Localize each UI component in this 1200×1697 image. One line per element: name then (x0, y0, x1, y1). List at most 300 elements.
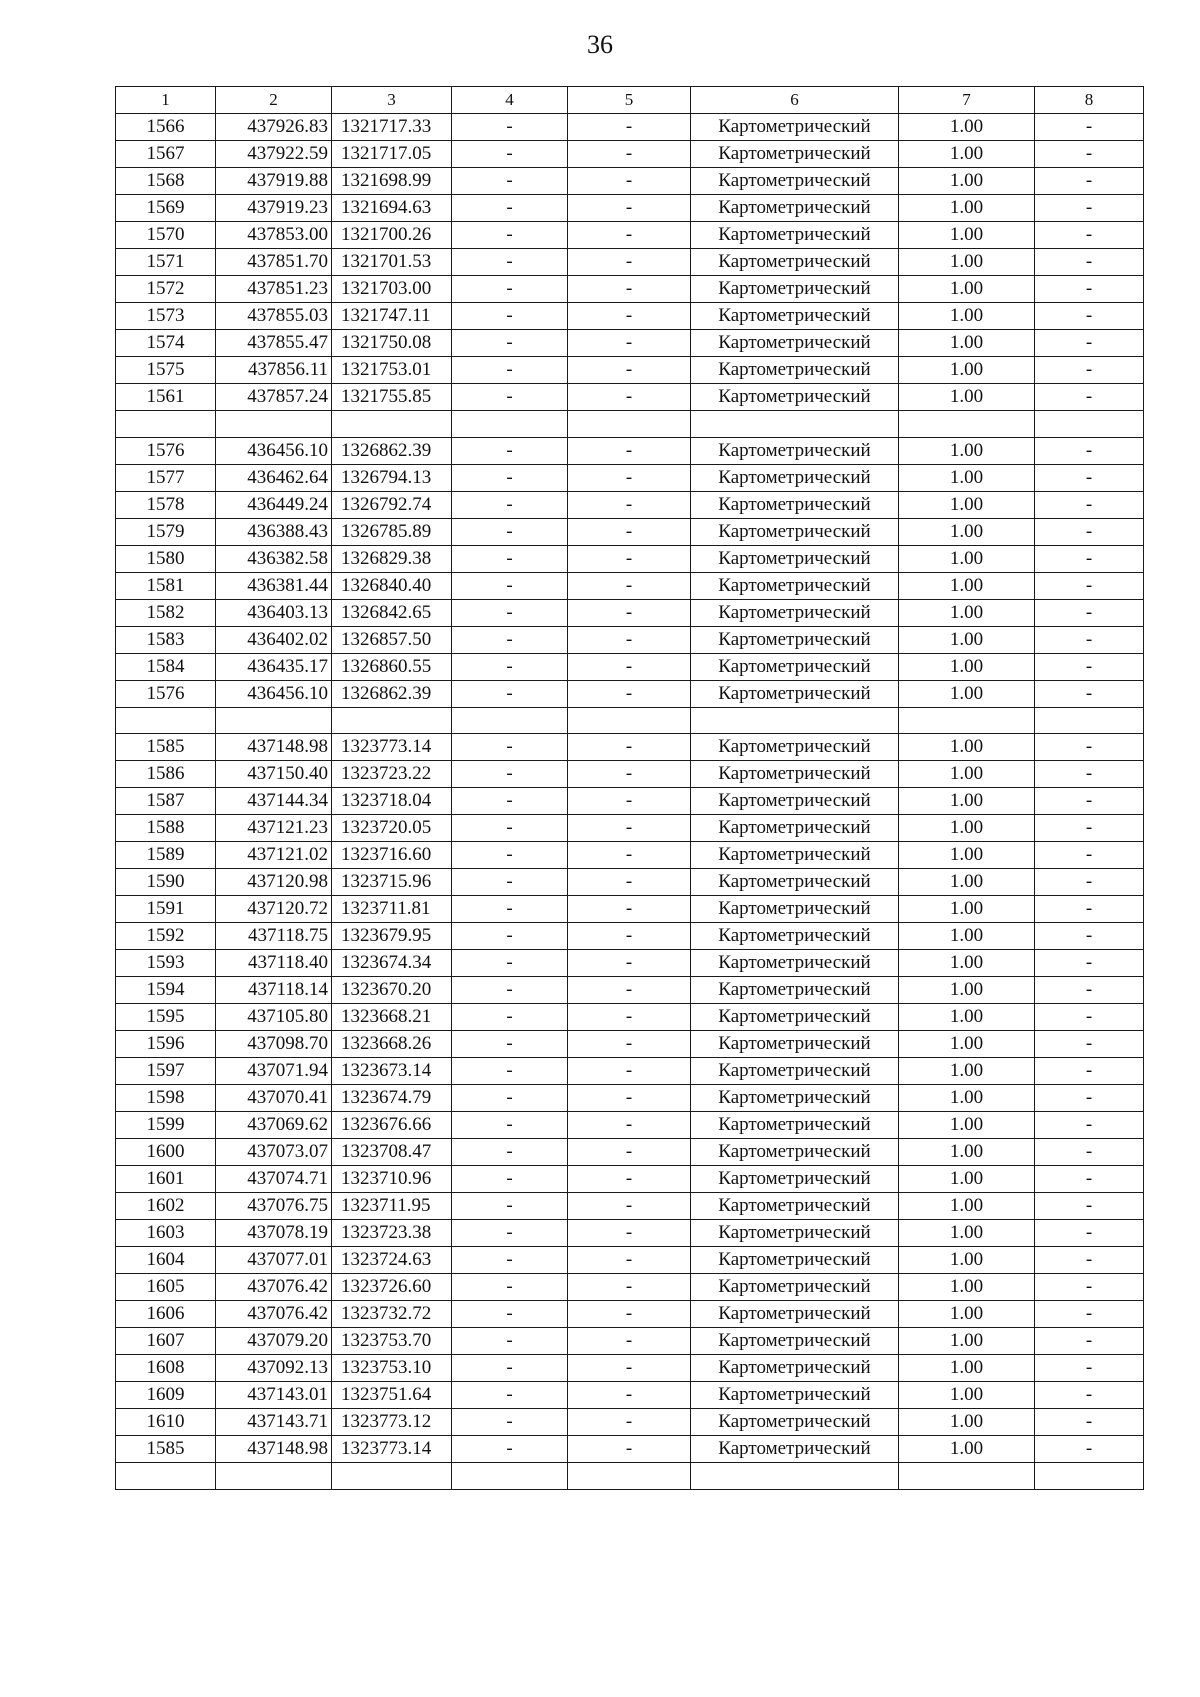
column-5-cell: - (568, 869, 691, 896)
accuracy-cell (899, 411, 1035, 438)
x-coordinate-cell (216, 411, 332, 438)
accuracy-cell: 1.00 (899, 815, 1035, 842)
accuracy-cell: 1.00 (899, 1139, 1035, 1166)
table-row (116, 1409, 1144, 1436)
method-cell: Картометрический (691, 950, 899, 977)
y-coordinate-cell: 1326862.39 (332, 437, 452, 464)
point-number-cell: 1578 (116, 491, 216, 518)
column-8-cell: - (1035, 842, 1144, 869)
column-5-cell: - (568, 464, 691, 491)
column-5-cell: - (568, 1058, 691, 1085)
y-coordinate-cell: 1323773.14 (332, 734, 452, 761)
point-number-cell: 1566 (116, 114, 216, 141)
point-number-cell: 1610 (116, 1409, 216, 1436)
table-row (116, 357, 1144, 384)
method-cell: Картометрический (691, 1436, 899, 1463)
table-row (116, 195, 1144, 222)
x-coordinate-cell (216, 1463, 332, 1490)
accuracy-cell: 1.00 (899, 761, 1035, 788)
column-5-cell: - (568, 761, 691, 788)
table-row (116, 330, 1144, 357)
accuracy-cell: 1.00 (899, 114, 1035, 141)
table-row (116, 572, 1144, 599)
accuracy-cell: 1.00 (899, 788, 1035, 815)
column-5-cell: - (568, 1166, 691, 1193)
accuracy-cell (899, 1463, 1035, 1490)
method-cell: Картометрический (691, 626, 899, 653)
column-8-cell: - (1035, 869, 1144, 896)
column-4-cell: - (452, 761, 568, 788)
method-cell: Картометрический (691, 896, 899, 923)
method-cell: Картометрический (691, 815, 899, 842)
accuracy-cell: 1.00 (899, 1220, 1035, 1247)
y-coordinate-cell: 1323723.38 (332, 1220, 452, 1247)
point-number-cell: 1581 (116, 572, 216, 599)
column-5-cell: - (568, 168, 691, 195)
column-8-cell: - (1035, 249, 1144, 276)
x-coordinate-cell: 437856.11 (216, 357, 332, 384)
y-coordinate-cell (332, 411, 452, 438)
column-4-cell: - (452, 1436, 568, 1463)
column-8-cell: - (1035, 734, 1144, 761)
point-number-cell: 1584 (116, 653, 216, 680)
column-8-cell: - (1035, 437, 1144, 464)
table-row (116, 653, 1144, 680)
column-8-cell: - (1035, 896, 1144, 923)
accuracy-cell: 1.00 (899, 950, 1035, 977)
method-cell: Картометрический (691, 1220, 899, 1247)
column-8-cell: - (1035, 923, 1144, 950)
y-coordinate-cell: 1323716.60 (332, 842, 452, 869)
point-number-cell: 1576 (116, 680, 216, 707)
column-4-cell: - (452, 1166, 568, 1193)
point-number-cell: 1594 (116, 977, 216, 1004)
point-number-cell: 1598 (116, 1085, 216, 1112)
column-5-cell: - (568, 141, 691, 168)
method-cell (691, 707, 899, 734)
column-4-cell: - (452, 1409, 568, 1436)
method-cell: Картометрический (691, 545, 899, 572)
column-4-cell: - (452, 1301, 568, 1328)
column-header: 3 (332, 87, 452, 114)
x-coordinate-cell: 436381.44 (216, 572, 332, 599)
table-row (116, 1004, 1144, 1031)
column-4-cell: - (452, 599, 568, 626)
accuracy-cell: 1.00 (899, 1112, 1035, 1139)
column-4-cell: - (452, 114, 568, 141)
column-8-cell: - (1035, 626, 1144, 653)
method-cell: Картометрический (691, 734, 899, 761)
column-4-cell: - (452, 1139, 568, 1166)
method-cell: Картометрический (691, 518, 899, 545)
column-header: 8 (1035, 87, 1144, 114)
table-row (116, 491, 1144, 518)
table-row (116, 815, 1144, 842)
accuracy-cell: 1.00 (899, 572, 1035, 599)
x-coordinate-cell: 437092.13 (216, 1355, 332, 1382)
column-4-cell: - (452, 1112, 568, 1139)
x-coordinate-cell: 437076.42 (216, 1301, 332, 1328)
x-coordinate-cell: 437105.80 (216, 1004, 332, 1031)
y-coordinate-cell: 1323679.95 (332, 923, 452, 950)
column-8-cell: - (1035, 1058, 1144, 1085)
y-coordinate-cell: 1321694.63 (332, 195, 452, 222)
method-cell: Картометрический (691, 1409, 899, 1436)
column-4-cell: - (452, 222, 568, 249)
column-5-cell: - (568, 1139, 691, 1166)
column-5-cell: - (568, 1355, 691, 1382)
column-5-cell: - (568, 276, 691, 303)
y-coordinate-cell: 1321717.05 (332, 141, 452, 168)
table-row (116, 303, 1144, 330)
column-5-cell: - (568, 114, 691, 141)
accuracy-cell: 1.00 (899, 734, 1035, 761)
x-coordinate-cell (216, 707, 332, 734)
column-8-cell: - (1035, 464, 1144, 491)
x-coordinate-cell: 437078.19 (216, 1220, 332, 1247)
column-8-cell: - (1035, 384, 1144, 411)
column-8-cell: - (1035, 491, 1144, 518)
y-coordinate-cell: 1321701.53 (332, 249, 452, 276)
x-coordinate-cell: 436382.58 (216, 545, 332, 572)
accuracy-cell: 1.00 (899, 1301, 1035, 1328)
column-5-cell: - (568, 491, 691, 518)
column-8-cell: - (1035, 1274, 1144, 1301)
point-number-cell: 1577 (116, 464, 216, 491)
accuracy-cell: 1.00 (899, 384, 1035, 411)
point-number-cell: 1604 (116, 1247, 216, 1274)
x-coordinate-cell: 437120.98 (216, 869, 332, 896)
y-coordinate-cell: 1321698.99 (332, 168, 452, 195)
table-row (116, 168, 1144, 195)
method-cell: Картометрический (691, 788, 899, 815)
column-4-cell: - (452, 276, 568, 303)
y-coordinate-cell: 1323732.72 (332, 1301, 452, 1328)
x-coordinate-cell: 437074.71 (216, 1166, 332, 1193)
table-row (116, 869, 1144, 896)
column-8-cell: - (1035, 1328, 1144, 1355)
column-8-cell: - (1035, 1112, 1144, 1139)
column-8-cell: - (1035, 1355, 1144, 1382)
accuracy-cell: 1.00 (899, 1355, 1035, 1382)
y-coordinate-cell: 1326792.74 (332, 491, 452, 518)
y-coordinate-cell (332, 707, 452, 734)
y-coordinate-cell: 1323726.60 (332, 1274, 452, 1301)
table-row (116, 518, 1144, 545)
point-number-cell: 1601 (116, 1166, 216, 1193)
column-4-cell: - (452, 357, 568, 384)
column-5-cell: - (568, 1409, 691, 1436)
x-coordinate-cell: 436462.64 (216, 464, 332, 491)
column-8-cell: - (1035, 1004, 1144, 1031)
method-cell: Картометрический (691, 1085, 899, 1112)
column-8-cell: - (1035, 788, 1144, 815)
column-8-cell: - (1035, 1193, 1144, 1220)
accuracy-cell: 1.00 (899, 1328, 1035, 1355)
point-number-cell: 1599 (116, 1112, 216, 1139)
x-coordinate-cell: 436388.43 (216, 518, 332, 545)
column-5-cell: - (568, 1085, 691, 1112)
method-cell: Картометрический (691, 1382, 899, 1409)
point-number-cell: 1603 (116, 1220, 216, 1247)
column-4-cell: - (452, 923, 568, 950)
table-row (116, 977, 1144, 1004)
column-5-cell: - (568, 545, 691, 572)
accuracy-cell: 1.00 (899, 653, 1035, 680)
table-row (116, 1301, 1144, 1328)
y-coordinate-cell: 1323710.96 (332, 1166, 452, 1193)
column-5-cell: - (568, 842, 691, 869)
column-4-cell: - (452, 734, 568, 761)
column-4-cell: - (452, 869, 568, 896)
y-coordinate-cell: 1323676.66 (332, 1112, 452, 1139)
point-number-cell: 1585 (116, 734, 216, 761)
column-5-cell: - (568, 357, 691, 384)
table-row (116, 842, 1144, 869)
point-number-cell (116, 1463, 216, 1490)
method-cell: Картометрический (691, 599, 899, 626)
accuracy-cell: 1.00 (899, 141, 1035, 168)
accuracy-cell: 1.00 (899, 1031, 1035, 1058)
x-coordinate-cell: 437076.75 (216, 1193, 332, 1220)
x-coordinate-cell: 437071.94 (216, 1058, 332, 1085)
y-coordinate-cell: 1323753.10 (332, 1355, 452, 1382)
column-8-cell: - (1035, 1085, 1144, 1112)
separator-row (116, 411, 1144, 438)
column-8-cell: - (1035, 303, 1144, 330)
column-4-cell: - (452, 1004, 568, 1031)
column-4-cell: - (452, 195, 568, 222)
column-4-cell: - (452, 1328, 568, 1355)
y-coordinate-cell: 1321747.11 (332, 303, 452, 330)
x-coordinate-cell: 437143.71 (216, 1409, 332, 1436)
column-8-cell: - (1035, 761, 1144, 788)
y-coordinate-cell: 1321755.85 (332, 384, 452, 411)
method-cell: Картометрический (691, 384, 899, 411)
column-5-cell (568, 1463, 691, 1490)
column-8-cell: - (1035, 195, 1144, 222)
column-8-cell: - (1035, 977, 1144, 1004)
y-coordinate-cell: 1326842.65 (332, 599, 452, 626)
column-4-cell: - (452, 491, 568, 518)
column-4-cell: - (452, 977, 568, 1004)
method-cell: Картометрический (691, 653, 899, 680)
x-coordinate-cell: 437851.70 (216, 249, 332, 276)
method-cell: Картометрический (691, 1355, 899, 1382)
x-coordinate-cell: 437120.72 (216, 896, 332, 923)
column-5-cell: - (568, 437, 691, 464)
method-cell: Картометрический (691, 572, 899, 599)
column-5-cell: - (568, 1031, 691, 1058)
column-4-cell: - (452, 626, 568, 653)
column-4-cell: - (452, 680, 568, 707)
y-coordinate-cell: 1321700.26 (332, 222, 452, 249)
y-coordinate-cell: 1323668.26 (332, 1031, 452, 1058)
column-8-cell (1035, 707, 1144, 734)
column-5-cell: - (568, 1004, 691, 1031)
y-coordinate-cell: 1323670.20 (332, 977, 452, 1004)
table-row (116, 626, 1144, 653)
column-8-cell: - (1035, 1220, 1144, 1247)
point-number-cell: 1608 (116, 1355, 216, 1382)
column-4-cell: - (452, 788, 568, 815)
method-cell: Картометрический (691, 1004, 899, 1031)
column-8-cell: - (1035, 1166, 1144, 1193)
method-cell: Картометрический (691, 1112, 899, 1139)
column-4-cell: - (452, 1031, 568, 1058)
accuracy-cell: 1.00 (899, 491, 1035, 518)
y-coordinate-cell: 1323753.70 (332, 1328, 452, 1355)
column-8-cell: - (1035, 1139, 1144, 1166)
accuracy-cell: 1.00 (899, 1274, 1035, 1301)
method-cell: Картометрический (691, 330, 899, 357)
method-cell: Картометрический (691, 977, 899, 1004)
column-8-cell: - (1035, 1301, 1144, 1328)
point-number-cell: 1602 (116, 1193, 216, 1220)
point-number-cell: 1605 (116, 1274, 216, 1301)
accuracy-cell: 1.00 (899, 626, 1035, 653)
x-coordinate-cell: 437069.62 (216, 1112, 332, 1139)
table-row (116, 1031, 1144, 1058)
point-number-cell: 1597 (116, 1058, 216, 1085)
y-coordinate-cell: 1323720.05 (332, 815, 452, 842)
method-cell: Картометрический (691, 1274, 899, 1301)
column-8-cell (1035, 411, 1144, 438)
separator-row (116, 707, 1144, 734)
y-coordinate-cell: 1326829.38 (332, 545, 452, 572)
column-4-cell: - (452, 572, 568, 599)
table-row (116, 761, 1144, 788)
column-8-cell: - (1035, 114, 1144, 141)
column-8-cell: - (1035, 1031, 1144, 1058)
method-cell: Картометрический (691, 222, 899, 249)
table-row (116, 599, 1144, 626)
accuracy-cell: 1.00 (899, 1166, 1035, 1193)
point-number-cell: 1569 (116, 195, 216, 222)
accuracy-cell: 1.00 (899, 464, 1035, 491)
column-4-cell: - (452, 303, 568, 330)
point-number-cell: 1567 (116, 141, 216, 168)
point-number-cell (116, 707, 216, 734)
x-coordinate-cell: 437070.41 (216, 1085, 332, 1112)
x-coordinate-cell: 437121.02 (216, 842, 332, 869)
y-coordinate-cell: 1323711.95 (332, 1193, 452, 1220)
table-row (116, 114, 1144, 141)
table-row (116, 896, 1144, 923)
x-coordinate-cell: 437919.23 (216, 195, 332, 222)
column-5-cell: - (568, 222, 691, 249)
column-5-cell: - (568, 653, 691, 680)
point-number-cell: 1561 (116, 384, 216, 411)
column-8-cell: - (1035, 545, 1144, 572)
point-number-cell: 1609 (116, 1382, 216, 1409)
accuracy-cell: 1.00 (899, 168, 1035, 195)
table-row (116, 276, 1144, 303)
table-row (116, 1274, 1144, 1301)
column-4-cell: - (452, 168, 568, 195)
column-8-cell: - (1035, 815, 1144, 842)
column-5-cell: - (568, 330, 691, 357)
accuracy-cell: 1.00 (899, 249, 1035, 276)
column-header: 5 (568, 87, 691, 114)
accuracy-cell: 1.00 (899, 1085, 1035, 1112)
table-row (116, 1112, 1144, 1139)
table-row (116, 249, 1144, 276)
column-5-cell: - (568, 249, 691, 276)
method-cell: Картометрический (691, 114, 899, 141)
x-coordinate-cell: 436402.02 (216, 626, 332, 653)
y-coordinate-cell: 1323711.81 (332, 896, 452, 923)
x-coordinate-cell: 437853.00 (216, 222, 332, 249)
accuracy-cell (899, 707, 1035, 734)
method-cell: Картометрический (691, 869, 899, 896)
column-4-cell: - (452, 1274, 568, 1301)
y-coordinate-cell: 1323773.14 (332, 1436, 452, 1463)
method-cell: Картометрический (691, 1166, 899, 1193)
column-4-cell: - (452, 384, 568, 411)
x-coordinate-cell: 437077.01 (216, 1247, 332, 1274)
table-row (116, 950, 1144, 977)
column-4-cell: - (452, 1220, 568, 1247)
x-coordinate-cell: 437851.23 (216, 276, 332, 303)
table-row (116, 545, 1144, 572)
x-coordinate-cell: 436435.17 (216, 653, 332, 680)
y-coordinate-cell: 1326860.55 (332, 653, 452, 680)
column-4-cell: - (452, 815, 568, 842)
x-coordinate-cell: 437118.14 (216, 977, 332, 1004)
method-cell: Картометрический (691, 1058, 899, 1085)
method-cell (691, 411, 899, 438)
point-number-cell: 1593 (116, 950, 216, 977)
point-number-cell: 1571 (116, 249, 216, 276)
column-5-cell: - (568, 734, 691, 761)
column-5-cell: - (568, 1193, 691, 1220)
method-cell: Картометрический (691, 1328, 899, 1355)
method-cell: Картометрический (691, 761, 899, 788)
x-coordinate-cell: 437076.42 (216, 1274, 332, 1301)
y-coordinate-cell: 1326857.50 (332, 626, 452, 653)
table-row (116, 464, 1144, 491)
column-5-cell: - (568, 1247, 691, 1274)
column-4-cell: - (452, 518, 568, 545)
x-coordinate-cell: 437118.75 (216, 923, 332, 950)
y-coordinate-cell: 1323718.04 (332, 788, 452, 815)
point-number-cell: 1570 (116, 222, 216, 249)
accuracy-cell: 1.00 (899, 276, 1035, 303)
separator-row (116, 1463, 1144, 1490)
accuracy-cell: 1.00 (899, 1004, 1035, 1031)
coordinates-table-container (115, 86, 1144, 1490)
accuracy-cell: 1.00 (899, 1058, 1035, 1085)
column-5-cell: - (568, 572, 691, 599)
column-5-cell (568, 411, 691, 438)
point-number-cell: 1579 (116, 518, 216, 545)
y-coordinate-cell: 1323668.21 (332, 1004, 452, 1031)
accuracy-cell: 1.00 (899, 599, 1035, 626)
column-4-cell: - (452, 1085, 568, 1112)
x-coordinate-cell: 437919.88 (216, 168, 332, 195)
y-coordinate-cell: 1321703.00 (332, 276, 452, 303)
y-coordinate-cell: 1323674.34 (332, 950, 452, 977)
x-coordinate-cell: 437855.03 (216, 303, 332, 330)
table-row (116, 437, 1144, 464)
column-5-cell: - (568, 195, 691, 222)
table-row (116, 1085, 1144, 1112)
column-4-cell: - (452, 249, 568, 276)
y-coordinate-cell: 1323773.12 (332, 1409, 452, 1436)
x-coordinate-cell: 437857.24 (216, 384, 332, 411)
table-row (116, 141, 1144, 168)
